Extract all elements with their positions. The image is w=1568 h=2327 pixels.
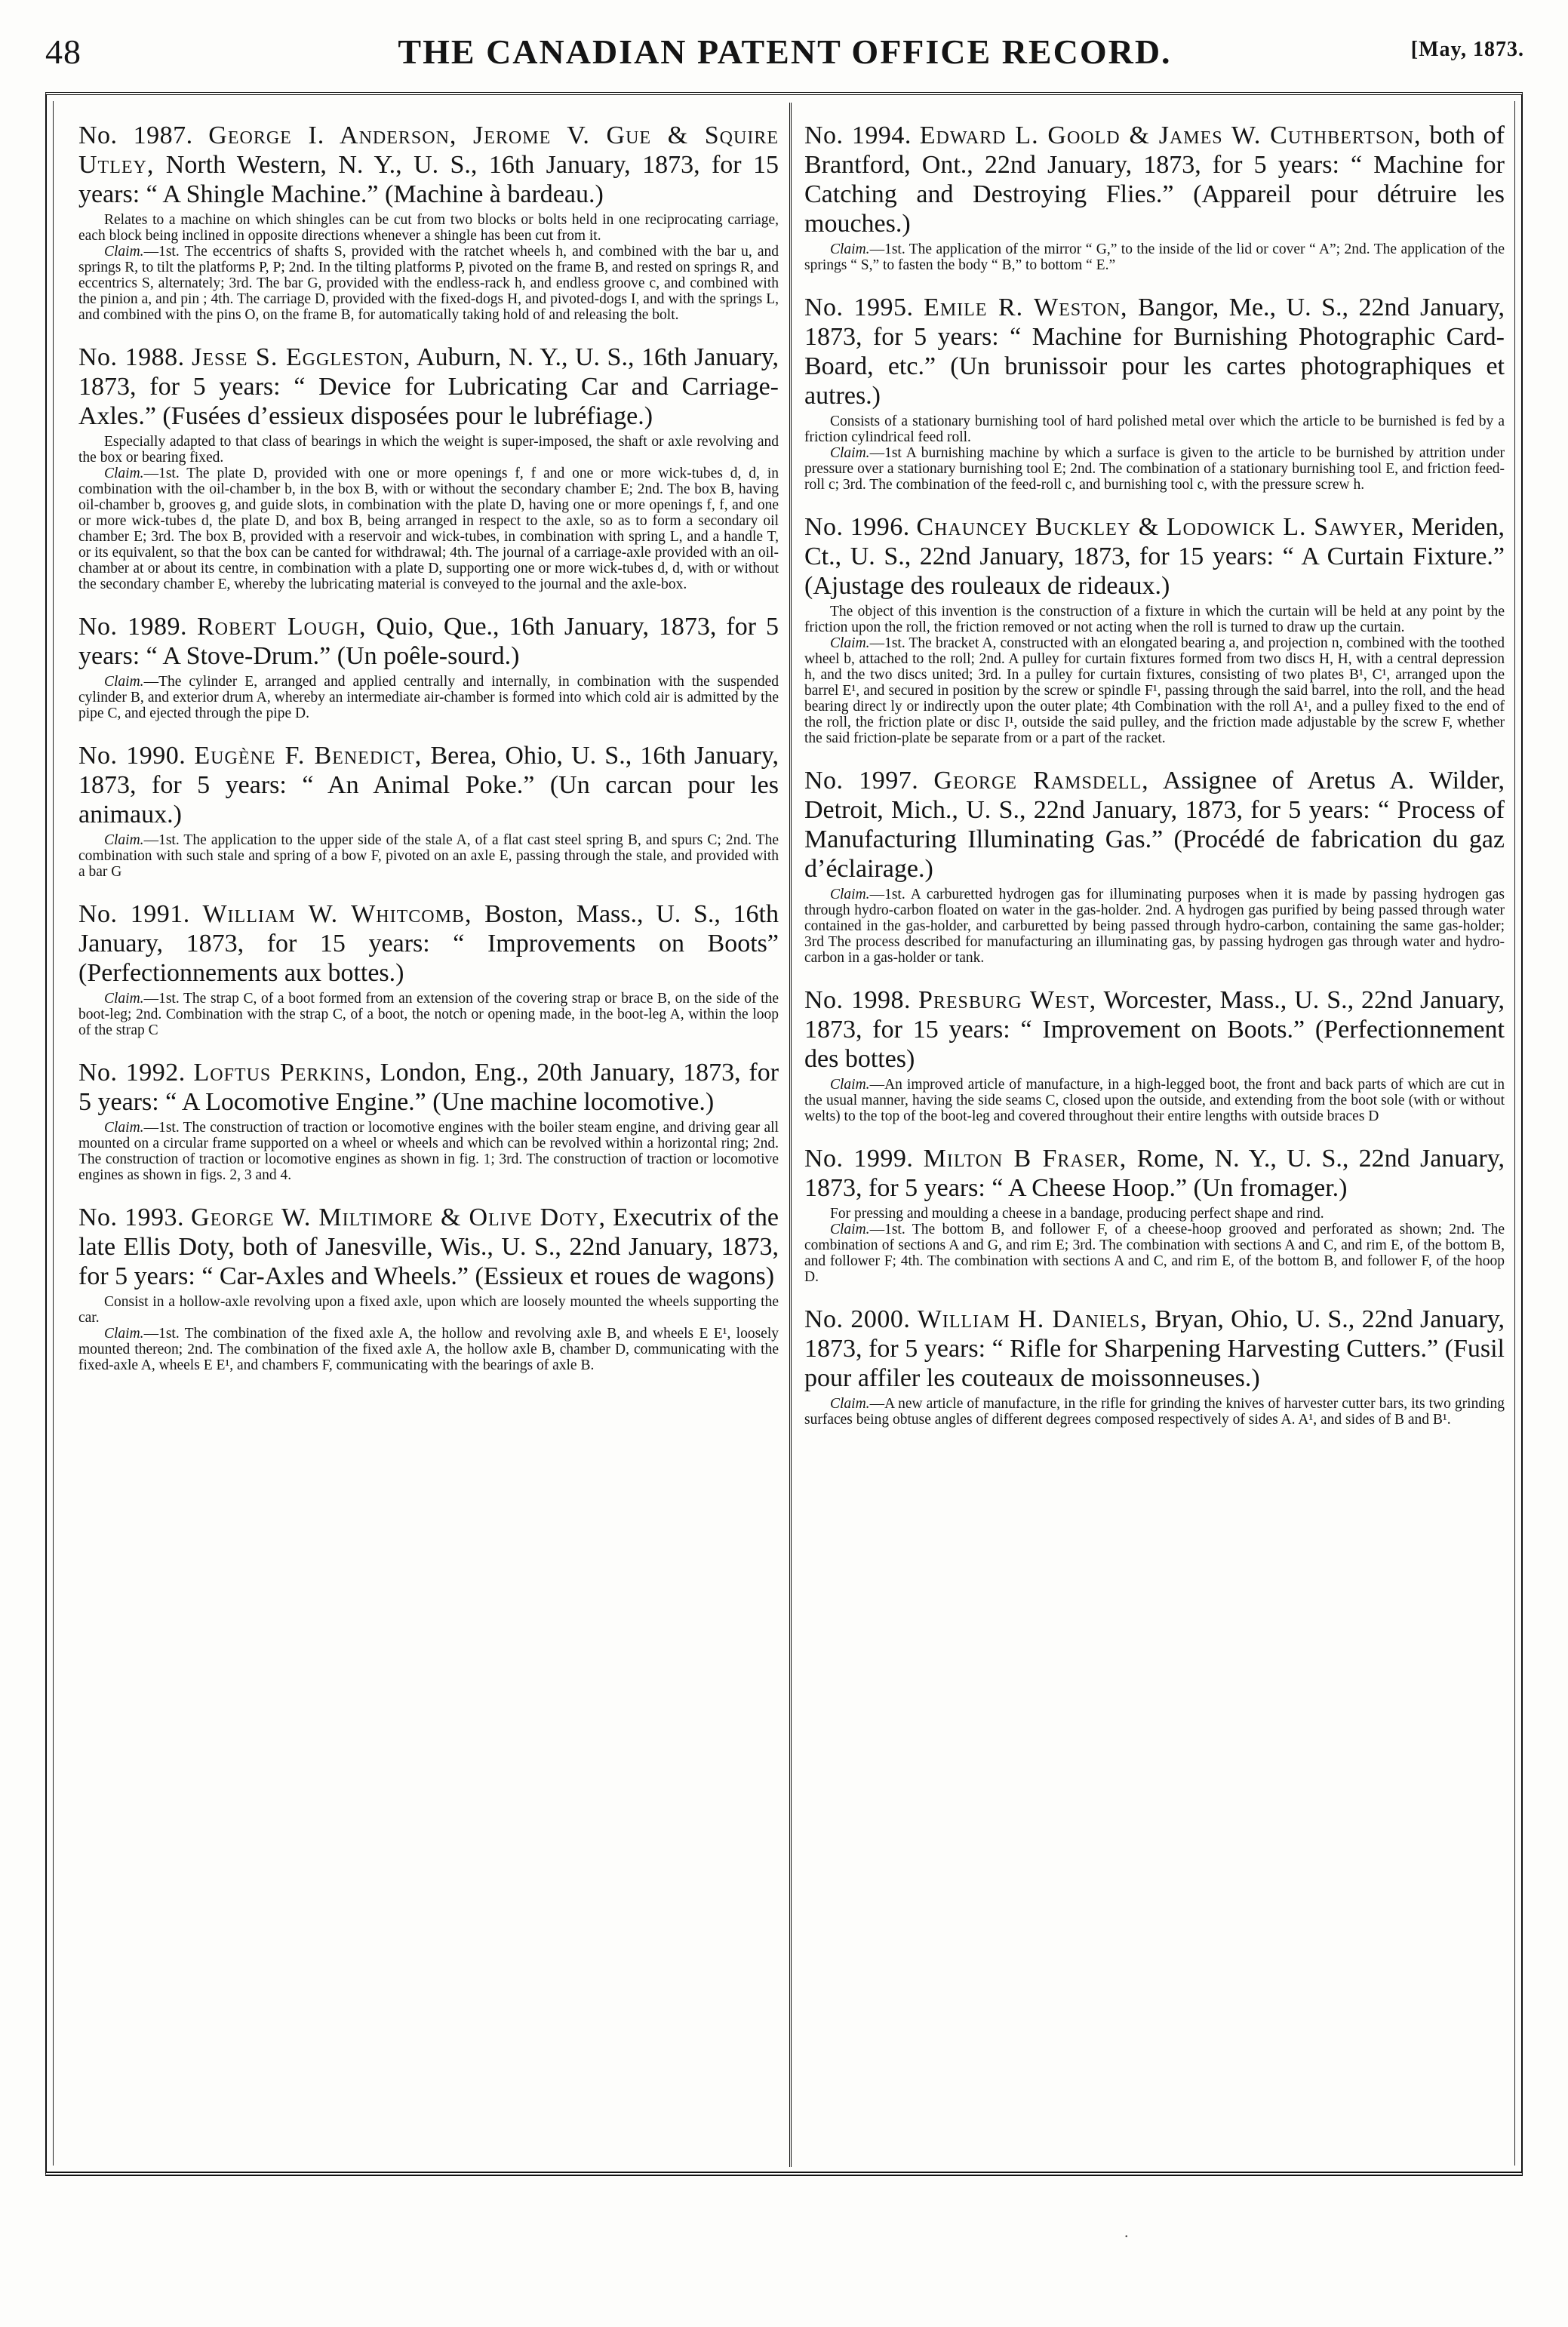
patent-body — [804, 1396, 1505, 1428]
patent-entry — [78, 1058, 779, 1183]
patent-entry — [78, 121, 779, 323]
claim-label: Claim. — [104, 466, 144, 481]
claim-text: —1st. The combination of the fixed axle A, the hollow and revolving axle B, and wheels E E¹, loosely mounted thereon; 2nd. The combination of the fixed axle A, the hollow axle B, chamber D, communicating with the fixed-axle A, wheels E E¹, and chambers F, communicating with the bearings of axle B. — [78, 1326, 779, 1373]
patent-body — [804, 604, 1505, 746]
patentee-names: Edward L. Goold & James W. Cuthbertson, — [919, 121, 1422, 149]
patent-description: The object of this invention is the construction of a fixture in which the curtain will be held at any point by the friction upon the roll, the friction removed or not acting when the roll is turned to draw up the curtain. — [804, 604, 1505, 635]
patent-claim — [78, 1120, 779, 1183]
patent-entry — [78, 1203, 779, 1373]
claim-text: —An improved article of manufacture, in a high-legged boot, the front and back parts of which are cut in the usual manner, having the side seams C, closed upon the outside, and extending from the boot sole (with or without welts) to the top of the boot-leg and covered throughout their entire lengths with outside braces D — [804, 1077, 1505, 1124]
patent-claim — [804, 445, 1505, 493]
patent-details: Rome, N. Y., U. S., 22nd January, 1873, for 5 years: “ A Cheese Hoop.” (Un fromager.) — [804, 1145, 1505, 1202]
patent-number: No. 1990. — [78, 742, 186, 770]
patent-heading — [78, 343, 779, 431]
patent-description: Consists of a stationary burnishing tool of hard polished metal over which the article to be burnished is fed by a friction cylindrical feed roll. — [804, 413, 1505, 445]
right-column — [804, 121, 1505, 1447]
patent-claim — [804, 635, 1505, 746]
claim-text: —1st. The bracket A, constructed with an elongated bearing a, and projection n, combined with the toothed wheel b, attached to the roll; 2nd. A pulley for curtain fixtures formed from two discs H, H, with a central depression h, and the two discs united; 3rd. In a pulley for curtain fixtures, consisting of two plates B¹, C¹, arranged upon the barrel E¹, and secured in position by the screw or spindle F¹, passing through the said barrel, into the roll, and the head bearing direct ly or indirectly upon the outer plate; 4th Combination with the roll A¹, and a pulley fixed to the end of the roll, the friction plate or disc I¹, outside the said pulley, and the friction made adjustable by the screw F, whether the said friction-plate be separate from or a part of the racket. — [804, 635, 1505, 746]
publication-title: THE CANADIAN PATENT OFFICE RECORD. — [398, 32, 1172, 71]
patent-body — [804, 241, 1505, 273]
patentee-names: George Ramsdell, — [933, 767, 1149, 795]
patentee-names: Chauncey Buckley & Lodowick L. Sawyer, — [916, 513, 1405, 541]
patent-entry — [78, 612, 779, 721]
claim-label: Claim. — [830, 1222, 870, 1237]
patent-claim — [78, 991, 779, 1038]
patent-number: No. 2000. — [804, 1305, 911, 1333]
patent-description: Relates to a machine on which shingles can be cut from two blocks or bolts held in one reciprocating carriage, each block being inclined in opposite directions whenever a shingle has been cut from it. — [78, 212, 779, 244]
claim-text: —1st. A carburetted hydrogen gas for illuminating purposes when it is made by passing hydrogen gas through hydro-carbon floated on water in the gas-holder. 2nd. A hydrogen gas purified by being passed through water contained in the gas-holder, and carburetted by being passed through hydro-carbon, containing the same gas-holder; 3rd The process described for manufacturing an illuminating gas, by passing hydrogen gas through water and hydro-carbon in a gas-holder or tank. — [804, 887, 1505, 966]
patent-claim — [78, 466, 779, 592]
patent-details: Assignee of Aretus A. Wilder, Detroit, Mich., U. S., 22nd January, 1873, for 5 years: “ Process of Manufacturing Illuminating Gas.” (Procédé de fabrication du gaz d’éclairage.) — [804, 767, 1505, 883]
patent-details: Auburn, N. Y., U. S., 16th January, 1873, for 5 years: “ Device for Lubricating Car and Carriage-Axles.” (Fusées d’essieux disposées pour le lubréfiage.) — [78, 343, 779, 430]
patent-entry — [804, 1305, 1505, 1428]
patent-heading — [804, 121, 1505, 238]
patent-entry — [804, 1144, 1505, 1285]
left-column — [78, 121, 779, 1393]
patent-number: No. 1992. — [78, 1059, 186, 1087]
patent-description: For pressing and moulding a cheese in a bandage, producing perfect shape and rind. — [830, 1206, 1324, 1222]
patent-claim — [804, 241, 1505, 273]
claim-text: —The cylinder E, arranged and applied centrally and internally, in combination with the suspended cylinder B, and exterior drum A, whereby an intermediate air-chamber is formed into which cold air is admitted by the pipe C, and ejected through the pipe D. — [78, 674, 779, 721]
patent-entry — [804, 512, 1505, 746]
patent-details: North Western, N. Y., U. S., 16th January, 1873, for 15 years: “ A Shingle Machine.” (Machine à bardeau.) — [78, 151, 779, 208]
patent-number: No. 1991. — [78, 900, 190, 928]
patentee-names: Eugène F. Benedict, — [194, 742, 423, 770]
patent-details: Boston, Mass., U. S., 16th January, 1873, for 15 years: “ Improvements on Boots” (Perfectionnements aux bottes.) — [78, 900, 779, 987]
patentee-names: Jesse S. Eggleston, — [192, 343, 411, 371]
patentee-names: Presburg West, — [918, 986, 1097, 1014]
claim-label: Claim. — [830, 1077, 870, 1093]
patent-number: No. 1989. — [78, 613, 188, 641]
patent-heading — [78, 1203, 779, 1291]
patent-body — [78, 832, 779, 880]
claim-label: Claim. — [104, 832, 144, 848]
claim-label: Claim. — [830, 887, 870, 902]
patent-heading — [78, 899, 779, 988]
patent-entry — [804, 766, 1505, 966]
patent-entry — [804, 293, 1505, 493]
patent-entry — [78, 741, 779, 880]
claim-text: —1st A burnishing machine by which a surface is given to the article to be burnished by attrition under pressure over a stationary burnishing tool E; 2nd. The combination of a stationary burnishing tool E, and friction feed-roll c; 3rd. The combination of the feed-roll c, and burnishing tool c, with the pressure screw h. — [804, 445, 1505, 493]
claim-label: Claim. — [830, 635, 870, 651]
patentee-names: Robert Lough, — [197, 613, 367, 641]
patent-body — [78, 212, 779, 323]
patent-claim — [78, 674, 779, 721]
claim-text: —1st. The construction of traction or locomotive engines with the boiler steam engine, and driving gear all mounted on a circular frame supported on a wheel or wheels and which can be revolved within a horizontal ring; 2nd. The construction of traction or locomotive engines as shown in fig. 1; 3rd. The construction of traction or locomotive engines as shown in figs. 2, 3 and 4. — [78, 1120, 779, 1183]
patentee-names: Emile R. Weston, — [924, 294, 1128, 321]
patent-heading — [78, 741, 779, 829]
footer-mark: . — [1124, 2222, 1129, 2241]
patent-body — [78, 991, 779, 1038]
patentee-names: George W. Miltimore & Olive Doty, — [191, 1203, 607, 1231]
patent-body — [78, 434, 779, 592]
patent-entry — [78, 343, 779, 592]
claim-text: —1st. The application to the upper side of the stale A, of a flat cast steel spring B, and spurs C; 2nd. The combination with such stale and spring of a bow F, pivoted on an axle E, passing through the stale, and provided with a bar G — [78, 832, 779, 880]
patent-heading — [78, 612, 779, 671]
claim-label: Claim. — [104, 1326, 144, 1342]
patent-details: both of Brantford, Ont., 22nd January, 1873, for 5 years: “ Machine for Catching and Destroying Flies.” (Appareil pour détruire les mouches.) — [804, 121, 1505, 238]
patent-heading — [804, 1144, 1505, 1203]
claim-text: —1st. The plate D, provided with one or more openings f, f and one or more wick-tubes d, d, in combination with the oil-chamber b, in the box B, with or without the secondary chamber E; 2nd. The box B, having oil-chamber b, grooves g, and guide slots, in combination with the plate D, having one or more openings f, f, and one or more wick-tubes d, the plate D, and box B, being arranged in respect to the axle, so as to form a secondary oil chamber E; 3rd. The box B, provided with a reservoir and wick-tubes, in combination with spring L, and a handle T, or its equivalent, so that the box can be canted for withdrawal; 4th. The journal of a carriage-axle provided with an oil-chamber at or about its centre, in combination with a plate D, supporting one or more wick-tubes d, d, with or without the secondary chamber E, whereby the lubricating material is conveyed to the journal and the axle-box. — [78, 466, 779, 592]
patent-number: No. 1987. — [78, 121, 193, 149]
claim-label: Claim. — [830, 241, 870, 257]
patent-number: No. 1997. — [804, 767, 919, 795]
patent-details: Berea, Ohio, U. S., 16th January, 1873, for 5 years: “ An Animal Poke.” (Un carcan pour les animaux.) — [78, 742, 779, 828]
patentee-names: Loftus Perkins, — [193, 1059, 373, 1087]
patent-claim — [78, 832, 779, 880]
patentee-names: George I. Anderson, Jerome V. Gue & Squire Utley, — [78, 121, 779, 179]
patent-number: No. 1994. — [804, 121, 912, 149]
patent-details: Executrix of the late Ellis Doty, both of Janesville, Wis., U. S., 22nd January, 1873, for 5 years: “ Car-Axles and Wheels.” (Essieux et roues de wagons) — [78, 1203, 779, 1290]
patent-description: Especially adapted to that class of bearings in which the weight is super-imposed, the shaft or axle revolving and the box or bearing fixed. — [78, 434, 779, 466]
patentee-names: William H. Daniels, — [917, 1305, 1148, 1333]
patent-number: No. 1988. — [78, 343, 185, 371]
patent-heading — [804, 293, 1505, 410]
patent-number: No. 1998. — [804, 986, 911, 1014]
patent-heading — [78, 1058, 779, 1117]
patent-claim — [78, 244, 779, 323]
patent-body — [804, 1206, 1505, 1285]
patent-heading — [804, 766, 1505, 884]
patent-details: Bangor, Me., U. S., 22nd January, 1873, for 5 years: “ Machine for Burnishing Photographic Card-Board, etc.” (Un brunissoir pour les cartes photographiques et autres.) — [804, 294, 1505, 410]
patent-entry — [804, 985, 1505, 1124]
patent-body — [78, 1120, 779, 1183]
claim-text: —1st. The application of the mirror “ G,” to the inside of the lid or cover “ A”; 2nd. The application of the springs “ S,” to fasten the body “ B,” to bottom “ E.” — [804, 241, 1505, 273]
patent-body — [78, 1294, 779, 1373]
patent-description: Consist in a hollow-axle revolving upon a fixed axle, upon which are loosely mounted the wheels supporting the car. — [78, 1294, 779, 1326]
patent-claim — [804, 887, 1505, 966]
claim-text: —1st. The strap C, of a boot formed from an extension of the covering strap or brace B, on the side of the boot-leg; 2nd. Combination with the strap C, of a boot, the notch or opening made, in the boot-leg A, within the loop of the strap C — [78, 991, 779, 1038]
patentee-names: Milton B Fraser, — [923, 1145, 1127, 1173]
patent-entry — [78, 899, 779, 1038]
claim-text: —A new article of manufacture, in the rifle for grinding the knives of harvester cutter bars, its two grinding surfaces being obtuse angles of different degrees composed respectively of sides A. A¹, and sides of B and B¹. — [804, 1396, 1505, 1428]
column-divider — [789, 103, 792, 2167]
claim-label: Claim. — [830, 445, 870, 461]
page-number: 48 — [45, 32, 81, 71]
patent-number: No. 1995. — [804, 294, 914, 321]
patent-body — [804, 1077, 1505, 1124]
patent-details: Meriden, Ct., U. S., 22nd January, 1873, for 15 years: “ A Curtain Fixture.” (Ajustage des rouleaux de rideaux.) — [804, 513, 1505, 600]
claim-label: Claim. — [830, 1396, 870, 1412]
claim-label: Claim. — [104, 244, 144, 260]
patent-details: Worcester, Mass., U. S., 22nd January, 1873, for 15 years: “ Improvement on Boots.” (Perfectionnement des bottes) — [804, 986, 1505, 1073]
issue-date: [May, 1873. — [1410, 38, 1524, 61]
patent-heading — [804, 1305, 1505, 1393]
patent-number: No. 1999. — [804, 1145, 914, 1173]
patent-claim — [804, 1396, 1505, 1428]
patent-claim — [78, 1326, 779, 1373]
patent-heading — [78, 121, 779, 209]
patent-body — [78, 674, 779, 721]
patent-number: No. 1996. — [804, 513, 910, 541]
patent-body — [804, 887, 1505, 966]
patent-body — [804, 413, 1505, 493]
patent-entry — [804, 121, 1505, 273]
claim-text: —1st. The eccentrics of shafts S, provided with the ratchet wheels h, and combined with the bar u, and springs R, to tilt the platforms P, P; 2nd. In the tilting platforms P, pivoted on the frame B, and rested on springs R, and eccentrics S, alternately; 3rd. The bar G, provided with the endless-rack h, and endless groove c, and combined with the pinion a, and pin ; 4th. The carriage D, provided with the fixed-dogs H, and pivoted-dogs I, and with the springs L, and combined with the pins O, on the frame B, for automatically taking hold of and releasing the bolt. — [78, 244, 779, 323]
claim-text: —1st. The bottom B, and follower F, of a cheese-hoop grooved and perforated as shown; 2nd. The combination of sections A and G, and rim E; 3rd. The combination with sections A and C, and rim E, of the bottom B, and follower F; 4th. The combination with sections A and C, and rim E, of the bottom B, and follower F, of the hoop D. — [804, 1222, 1505, 1285]
patent-details: London, Eng., 20th January, 1873, for 5 years: “ A Locomotive Engine.” (Une machine locomotive.) — [78, 1059, 779, 1116]
patent-claim — [804, 1077, 1505, 1124]
claim-label: Claim. — [104, 674, 144, 690]
patent-details: Bryan, Ohio, U. S., 22nd January, 1873, for 5 years: “ Rifle for Sharpening Harvesting Cutters.” (Fusil pour affiler les couteaux de moissonneuses.) — [804, 1305, 1505, 1392]
patentee-names: William W. Whitcomb, — [202, 900, 472, 928]
claim-label: Claim. — [104, 991, 144, 1007]
patent-claim — [804, 1222, 1505, 1285]
patent-heading — [804, 985, 1505, 1074]
patent-details: Quio, Que., 16th January, 1873, for 5 years: “ A Stove-Drum.” (Un poêle-sourd.) — [78, 613, 779, 670]
page-header — [45, 32, 1524, 77]
claim-label: Claim. — [104, 1120, 144, 1136]
patent-number: No. 1993. — [78, 1203, 185, 1231]
patent-heading — [804, 512, 1505, 601]
